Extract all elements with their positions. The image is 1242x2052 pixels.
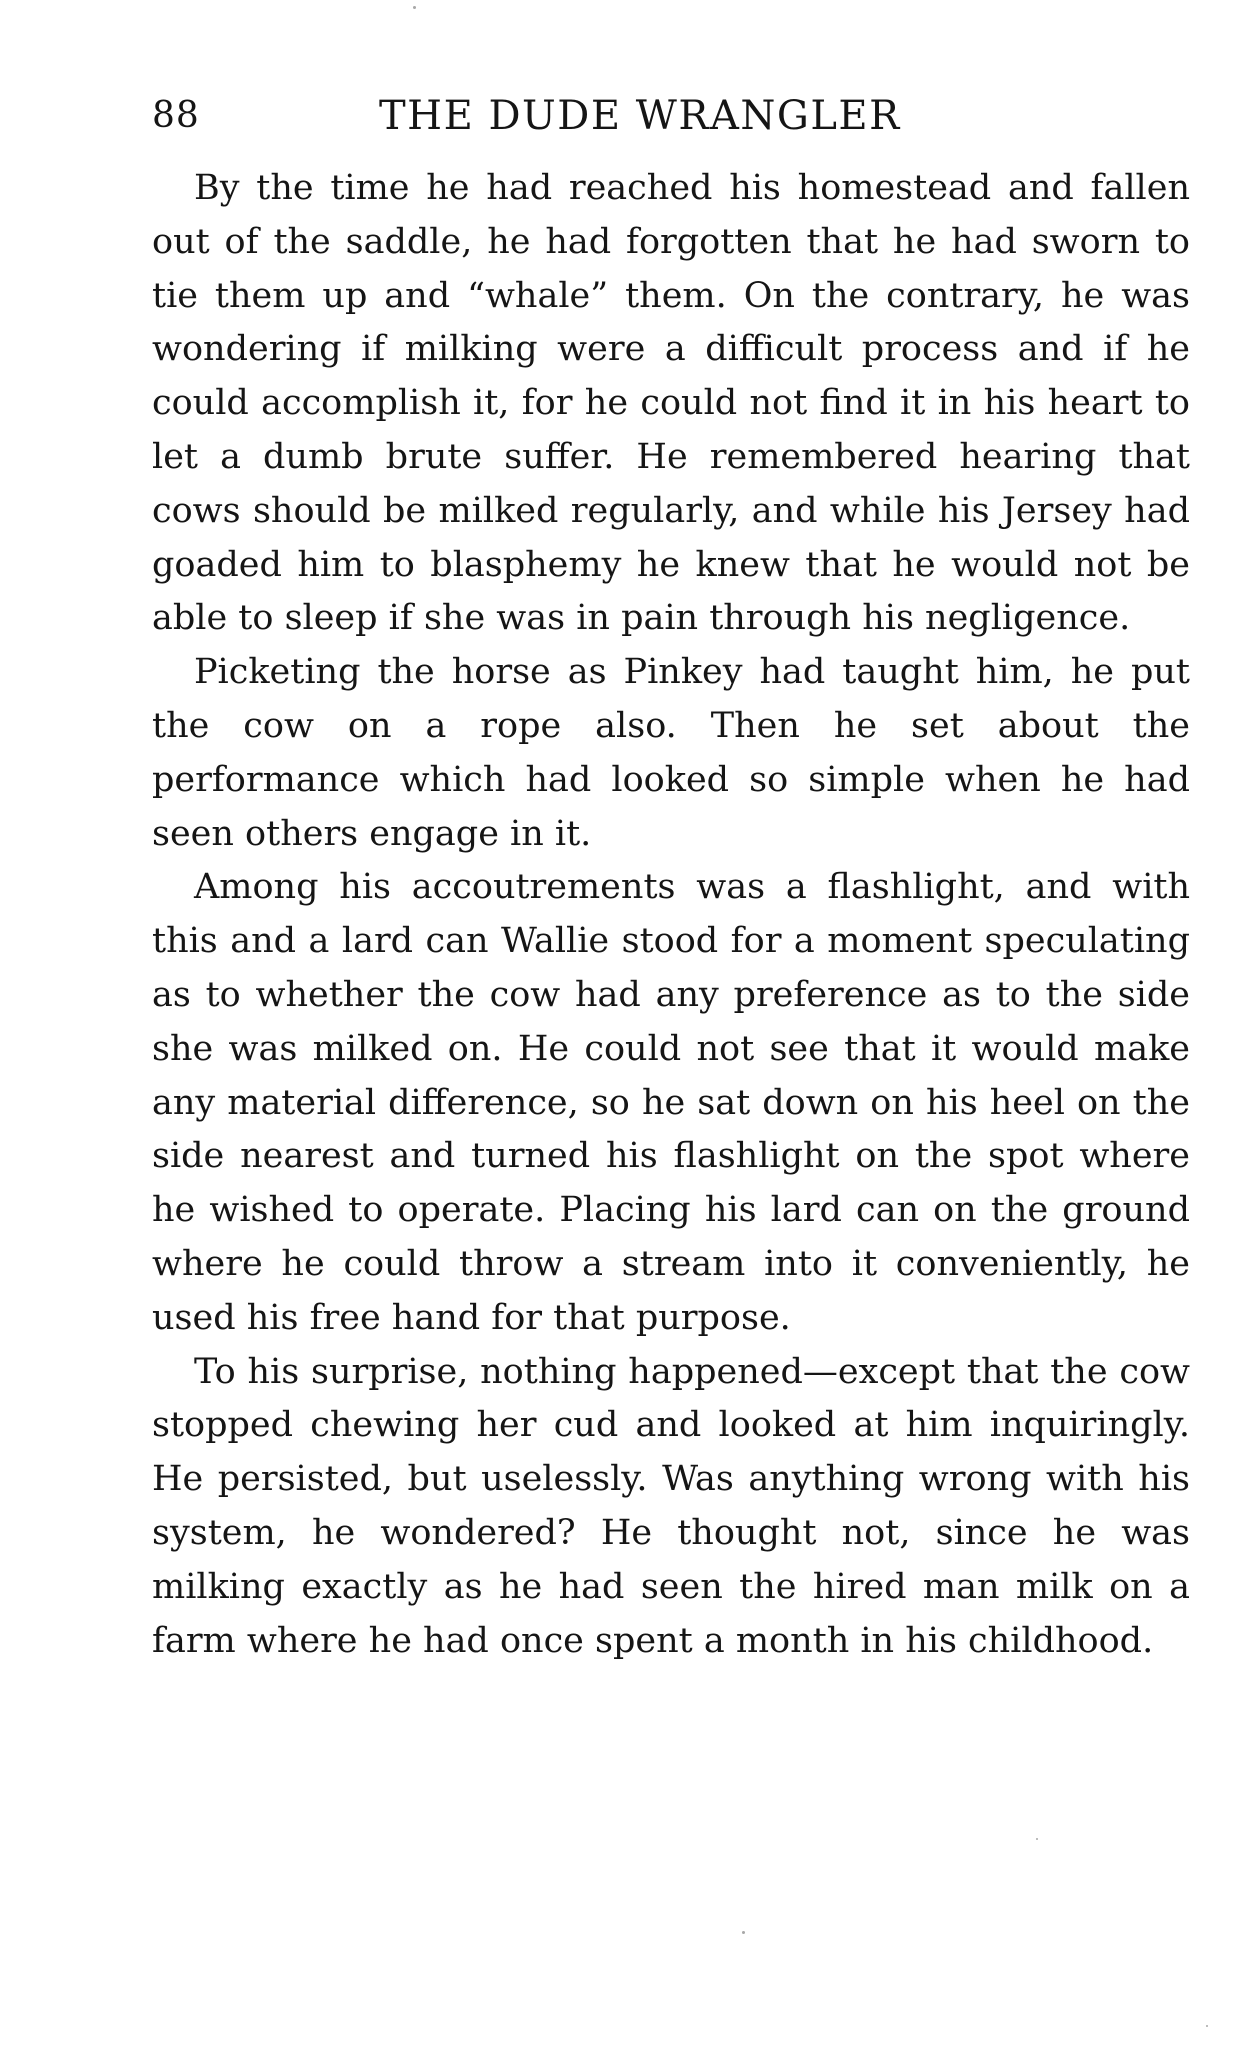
scan-speck <box>413 6 416 9</box>
scan-speck <box>742 1931 745 1934</box>
page-number: 88 <box>152 95 200 136</box>
running-head: THE DUDE WRANGLER <box>379 93 901 139</box>
scan-speck <box>1206 2025 1208 2027</box>
paragraph-1: By the time he had reached his homestead and fallen out of the saddle, he had forgotten that he had sworn to tie them up and “whale” them. On the contrary, he was wondering if milking were a difficult process and if he could accomplish it, for he could not find it in his heart to let a dumb brute suffer. He remembered hearing that cows should be milked regularly, and while his Jersey had goaded him to blasphemy he knew that he would not be able to sleep if she was in pain through his negligence. <box>152 168 1190 639</box>
paragraph-2: Picketing the horse as Pinkey had taught him, he put the cow on a rope also. Then he set about the performance which had looked so simple when he had seen others engage in it. <box>152 652 1190 854</box>
paragraph-4: To his surprise, nothing happened—except that the cow stopped chewing her cud and looked at him inquiringly. He persisted, but uselessly. Was anything wrong with his system, he wondered? He thought not, since he was milking exactly as he had seen the hired man milk on a farm where he had once spent a month in his childhood. <box>152 1351 1190 1661</box>
paragraph-3: Among his accoutrements was a flashlight, and with this and a lard can Wallie stood for a moment speculating as to whether the cow had any preference as to the side she was milked on. He could not see that it would make any material difference, so he sat down on his heel on the side nearest and turned his flashlight on the spot where he wished to operate. Placing his lard can on the ground where he could throw a stream into it conveniently, he used his free hand for that purpose. <box>152 867 1190 1338</box>
body-text <box>152 162 1190 1668</box>
scan-speck <box>1036 1838 1038 1840</box>
page-header <box>152 88 1192 144</box>
